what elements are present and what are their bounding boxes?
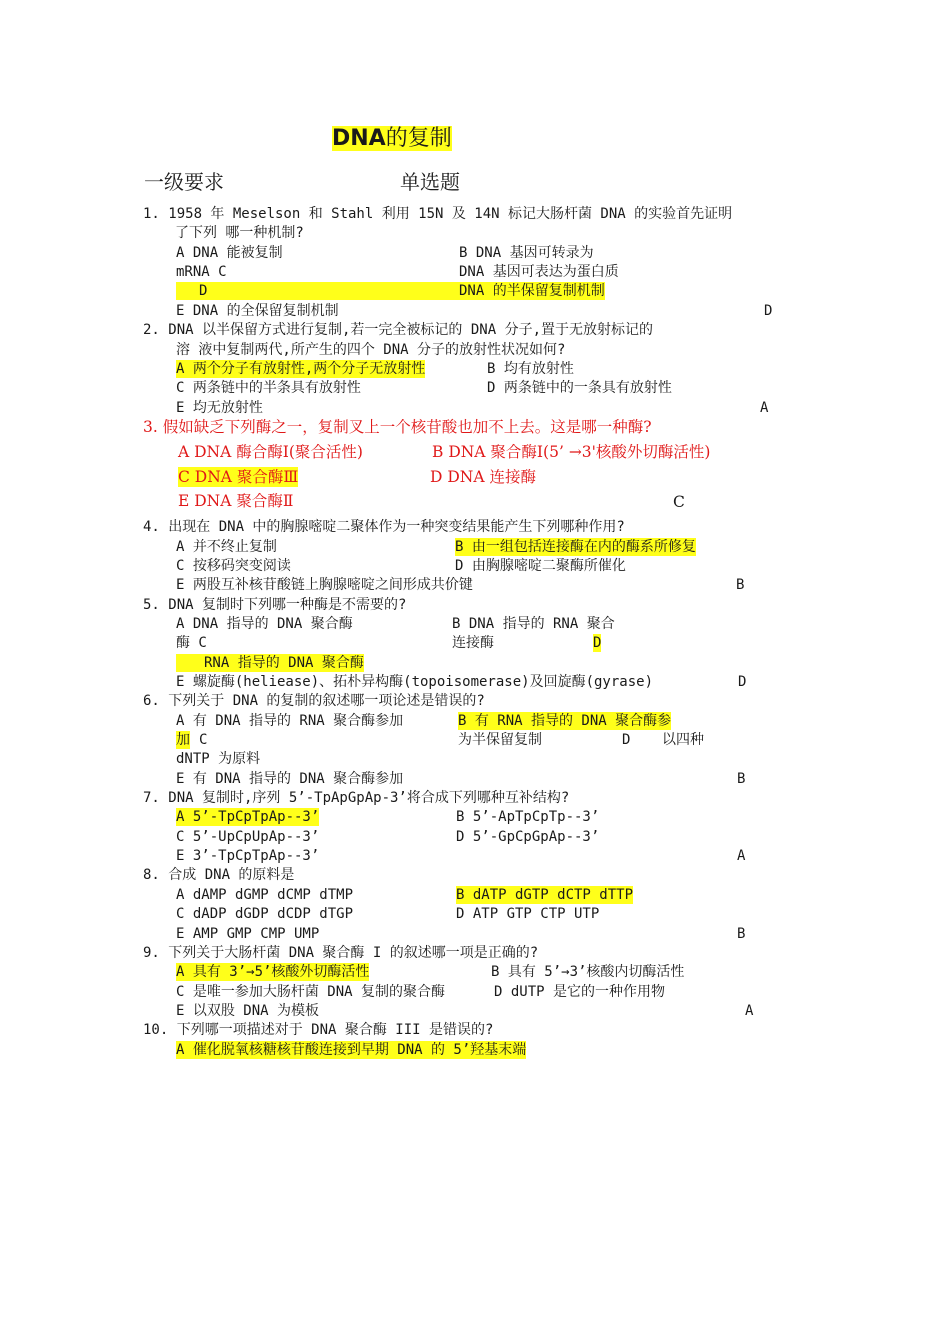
q2-stem-line2: 溶 液中复制两代,所产生的四个 DNA 分子的放射性状况如何? bbox=[176, 342, 566, 358]
q8-option-b: B dATP dGTP dCTP dTTP bbox=[456, 887, 634, 903]
page-title bbox=[332, 125, 452, 153]
q2-option-a: A 两个分子有放射性,两个分子无放射性 bbox=[176, 361, 426, 377]
q5-option-d-text: RNA 指导的 DNA 聚合酶 bbox=[204, 655, 364, 671]
q3-option-d: D DNA 连接酶 bbox=[430, 468, 536, 486]
q3-stem: 3. 假如缺乏下列酶之一，复制叉上一个核苷酸也加不上去。这是哪一种酶? bbox=[143, 418, 652, 436]
section-level: 一级要求 bbox=[144, 170, 224, 194]
q1-stem-line1: 1. 1958 年 Meselson 和 Stahl 利用 15N 及 14N 标记大肠杆菌 DNA 的实验首先证明 bbox=[143, 206, 733, 222]
q5-option-d bbox=[176, 654, 364, 672]
q1-answer: D bbox=[764, 303, 773, 319]
q8-option-c: C dADP dGDP dCDP dTGP bbox=[176, 906, 354, 922]
q1-option-d-letter: D bbox=[199, 283, 208, 299]
q6-option-b-cont: 加 bbox=[176, 732, 190, 748]
q3-option-c: C DNA 聚合酶Ⅲ bbox=[178, 468, 299, 486]
q5-answer: D bbox=[738, 674, 747, 690]
q6-option-d-cont: dNTP 为原料 bbox=[176, 751, 261, 767]
q4-answer: B bbox=[736, 577, 745, 593]
q9-stem: 9. 下列关于大肠杆菌 DNA 聚合酶 I 的叙述哪一项是正确的? bbox=[143, 945, 539, 961]
q8-option-e: E AMP GMP CMP UMP bbox=[176, 926, 320, 942]
q7-option-a: A 5’-TpCpTpAp--3’ bbox=[176, 809, 320, 825]
q7-answer: A bbox=[737, 848, 746, 864]
q5-stem: 5. DNA 复制时下列哪一种酶是不需要的? bbox=[143, 597, 407, 613]
q1-option-d-marker bbox=[176, 282, 459, 300]
q5-option-b: B DNA 指导的 RNA 聚合 bbox=[452, 616, 615, 632]
q4-option-d: D 由胸腺嘧啶二聚酶所催化 bbox=[455, 558, 626, 574]
q8-option-d: D ATP GTP CTP UTP bbox=[456, 906, 600, 922]
q1-stem-line2: 了下列 哪一种机制? bbox=[175, 225, 304, 241]
q4-option-c: C 按移码突变阅读 bbox=[176, 558, 291, 574]
q6-answer: B bbox=[737, 771, 746, 787]
q5-option-a: A DNA 指导的 DNA 聚合酶 bbox=[176, 616, 353, 632]
q2-option-d: D 两条链中的一条具有放射性 bbox=[487, 380, 672, 396]
q8-stem: 8. 合成 DNA 的原料是 bbox=[143, 867, 295, 883]
section-type: 单选题 bbox=[400, 170, 460, 194]
q5-option-c: 连接酶 bbox=[452, 635, 494, 651]
q4-option-e: E 两股互补核苷酸链上胸腺嘧啶之间形成共价键 bbox=[176, 577, 473, 593]
q3-option-a: A DNA 酶合酶Ⅰ(聚合活性) bbox=[178, 443, 363, 461]
q7-option-b: B 5’-ApTpCpTp--3’ bbox=[456, 809, 600, 825]
q3-option-b: B DNA 聚合酶Ⅰ(5’ →3'核酸外切酶活性) bbox=[432, 443, 711, 461]
q4-stem: 4. 出现在 DNA 中的胸腺嘧啶二聚体作为一种突变结果能产生下列哪种作用? bbox=[143, 519, 625, 535]
q6-stem: 6. 下列关于 DNA 的复制的叙述哪一项论述是错误的? bbox=[143, 693, 485, 709]
q8-answer: B bbox=[737, 926, 746, 942]
q9-option-c: C 是唯一参加大肠杆菌 DNA 复制的聚合酶 bbox=[176, 984, 446, 1000]
q4-option-b: B 由一组包括连接酶在内的酶系所修复 bbox=[455, 539, 696, 555]
q10-stem: 10. 下列哪一项描述对于 DNA 聚合酶 III 是错误的? bbox=[143, 1022, 494, 1038]
q9-option-d: D dUTP 是它的一种作用物 bbox=[494, 984, 666, 1000]
q6-option-c: 为半保留复制 bbox=[458, 732, 542, 748]
q9-answer: A bbox=[745, 1003, 754, 1019]
q7-option-c: C 5’-UpCpUpAp--3’ bbox=[176, 829, 320, 845]
q2-answer: A bbox=[760, 400, 769, 416]
q2-option-c: C 两条链中的半条具有放射性 bbox=[176, 380, 361, 396]
q5-option-d-letter: D bbox=[593, 635, 602, 651]
q6-option-c-letter: C bbox=[199, 732, 208, 748]
q5-option-a-cont: 酶 C bbox=[176, 635, 207, 651]
q1-option-d: DNA 的半保留复制机制 bbox=[459, 283, 605, 299]
q2-stem-line1: 2. DNA 以半保留方式进行复制,若一完全被标记的 DNA 分子,置于无放射标记的 bbox=[143, 322, 654, 338]
q1-option-a: A DNA 能被复制 bbox=[176, 245, 283, 261]
q2-option-e: E 均无放射性 bbox=[176, 400, 263, 416]
q3-option-e: E DNA 聚合酶Ⅱ bbox=[178, 492, 294, 510]
q1-option-c: DNA 基因可表达为蛋白质 bbox=[459, 264, 619, 280]
q8-option-a: A dAMP dGMP dCMP dTMP bbox=[176, 887, 354, 903]
q1-option-b-cont: mRNA C bbox=[176, 264, 227, 280]
q5-option-e: E 螺旋酶(heliease)、拓朴异构酶(topoisomerase)及回旋酶(gyrase) bbox=[176, 674, 654, 690]
title-rest: 的复制 bbox=[385, 126, 452, 151]
q9-option-e: E 以双股 DNA 为模板 bbox=[176, 1003, 320, 1019]
q7-option-d: D 5’-GpCpGpAp--3’ bbox=[456, 829, 600, 845]
q9-option-a: A 具有 3’→5’核酸外切酶活性 bbox=[176, 964, 370, 980]
q10-option-a: A 催化脱氧核糖核苷酸连接到早期 DNA 的 5’羟基末端 bbox=[176, 1042, 527, 1058]
q6-option-e: E 有 DNA 指导的 DNA 聚合酶参加 bbox=[176, 771, 404, 787]
q6-option-d: 以四种 bbox=[662, 732, 704, 748]
q4-option-a: A 并不终止复制 bbox=[176, 539, 277, 555]
q6-option-b: B 有 RNA 指导的 DNA 聚合酶参 bbox=[458, 713, 672, 729]
q9-option-b: B 具有 5’→3’核酸内切酶活性 bbox=[491, 964, 685, 980]
title-bold: DNA bbox=[332, 126, 386, 151]
q6-option-a: A 有 DNA 指导的 RNA 聚合酶参加 bbox=[176, 713, 404, 729]
q1-option-e: E DNA 的全保留复制机制 bbox=[176, 303, 339, 319]
q7-stem: 7. DNA 复制时,序列 5’-TpApGpAp-3’将合成下列哪种互补结构? bbox=[143, 790, 570, 806]
q7-option-e: E 3’-TpCpTpAp--3’ bbox=[176, 848, 320, 864]
q1-option-b: B DNA 基因可转录为 bbox=[459, 245, 594, 261]
q6-option-d-letter: D bbox=[622, 732, 631, 748]
q2-option-b: B 均有放射性 bbox=[487, 361, 574, 377]
q3-answer: C bbox=[673, 493, 685, 511]
